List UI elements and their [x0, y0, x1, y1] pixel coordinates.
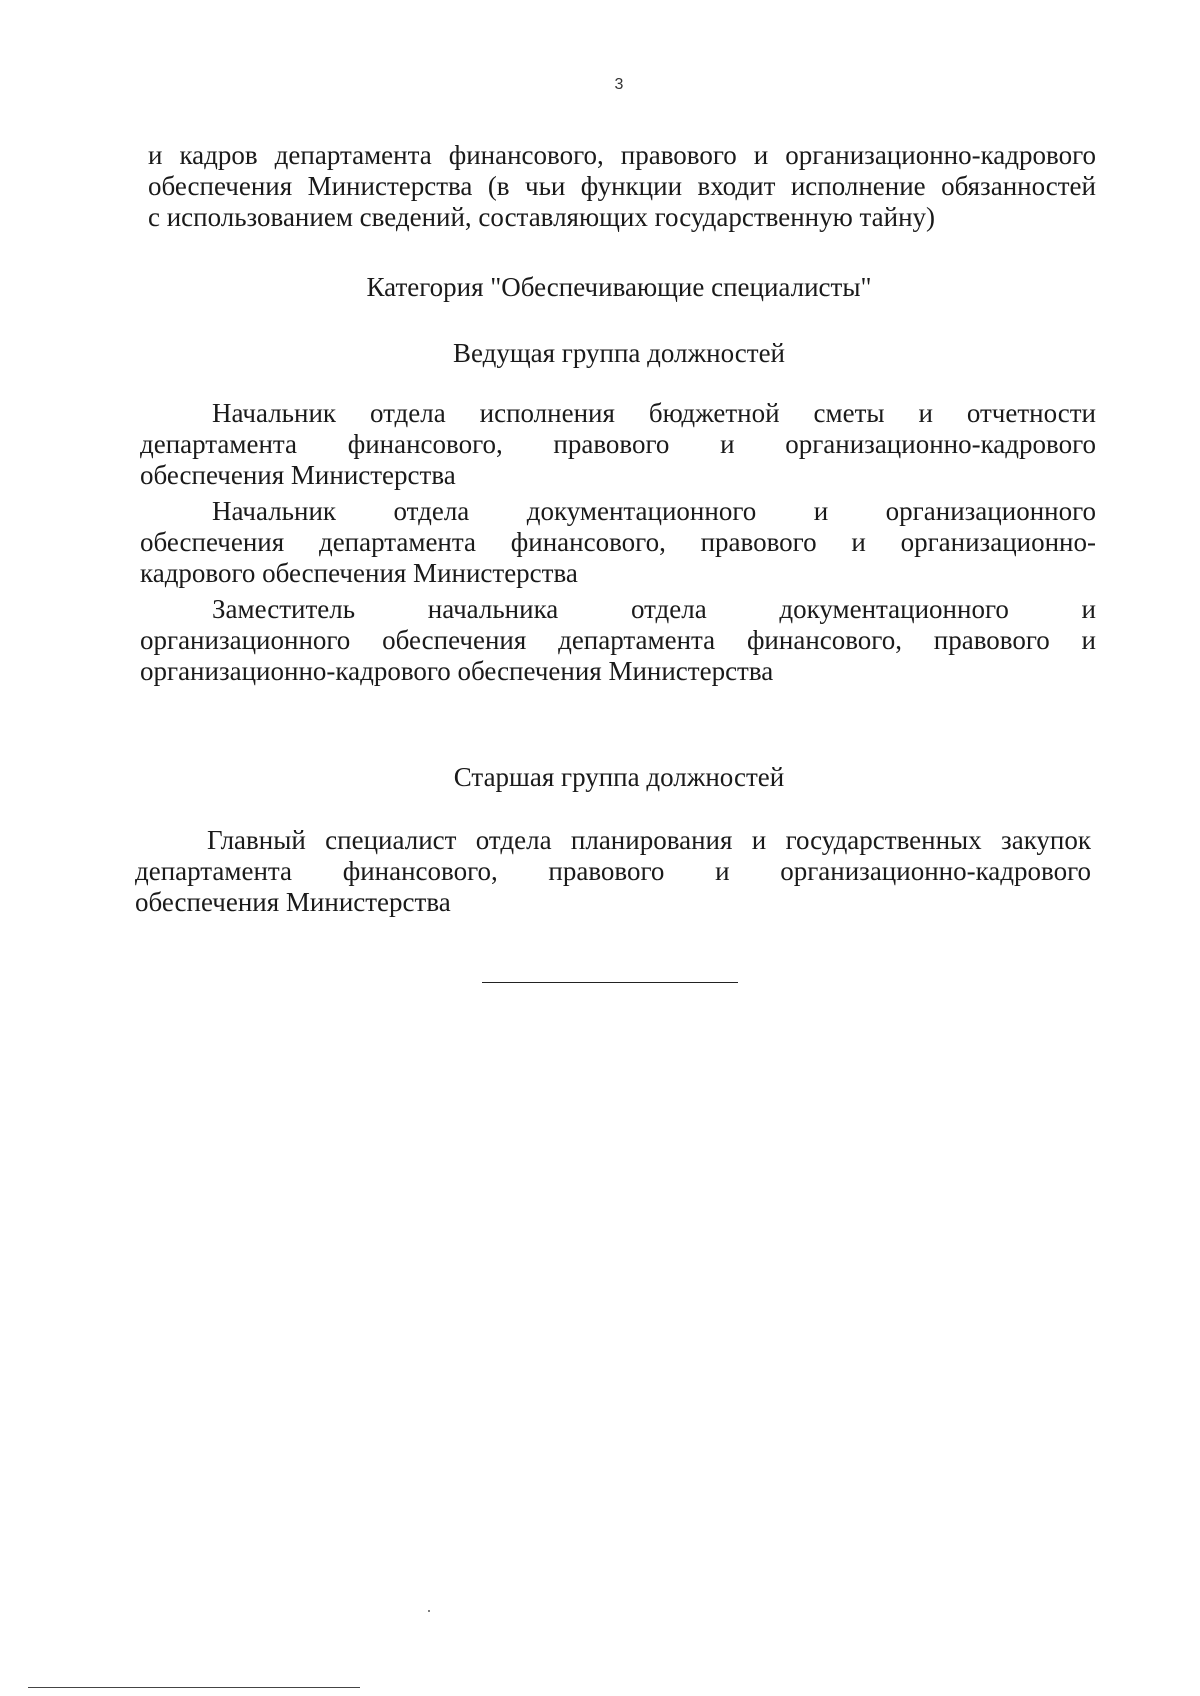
- text-line: Главный специалист отдела планирования и государственных закупок: [207, 825, 1091, 855]
- text-line: и кадров департамента финансового, правового и организационно-кадрового: [148, 140, 1096, 170]
- text-line: организационного обеспечения департамента финансового, правового и: [140, 625, 1096, 655]
- text-line: Заместитель начальника отдела документационного и: [212, 594, 1096, 624]
- position-entry: [140, 398, 1096, 491]
- text-line: обеспечения Министерства: [135, 887, 451, 917]
- text-line: обеспечения департамента финансового, правового и организационно-: [140, 527, 1096, 557]
- position-entry: [140, 496, 1096, 589]
- text-line: департамента финансового, правового и организационно-кадрового: [135, 856, 1091, 886]
- scan-speck: [428, 1610, 430, 1612]
- separator-rule: [482, 982, 738, 983]
- text-line: обеспечения Министерства (в чьи функции входит исполнение обязанностей: [148, 171, 1096, 201]
- text-line: обеспечения Министерства: [140, 460, 456, 490]
- page-number: 3: [614, 76, 624, 93]
- leading-group-heading: Ведущая группа должностей: [452, 338, 785, 368]
- category-heading: Категория "Обеспечивающие специалисты": [366, 272, 872, 302]
- senior-group-heading: Старшая группа должностей: [453, 762, 785, 792]
- intro-paragraph: [148, 140, 1096, 233]
- footer-rule: [28, 1687, 360, 1688]
- text-line: организационно-кадрового обеспечения Министерства: [140, 656, 774, 686]
- text-line: департамента финансового, правового и организационно-кадрового: [140, 429, 1096, 459]
- text-line: Начальник отдела документационного и организационного: [212, 496, 1096, 526]
- text-line: с использованием сведений, составляющих государственную тайну): [148, 202, 936, 232]
- position-entry: [140, 594, 1096, 687]
- text-line: Начальник отдела исполнения бюджетной сметы и отчетности: [212, 398, 1096, 428]
- text-line: кадрового обеспечения Министерства: [140, 558, 578, 588]
- position-entry: [135, 825, 1091, 918]
